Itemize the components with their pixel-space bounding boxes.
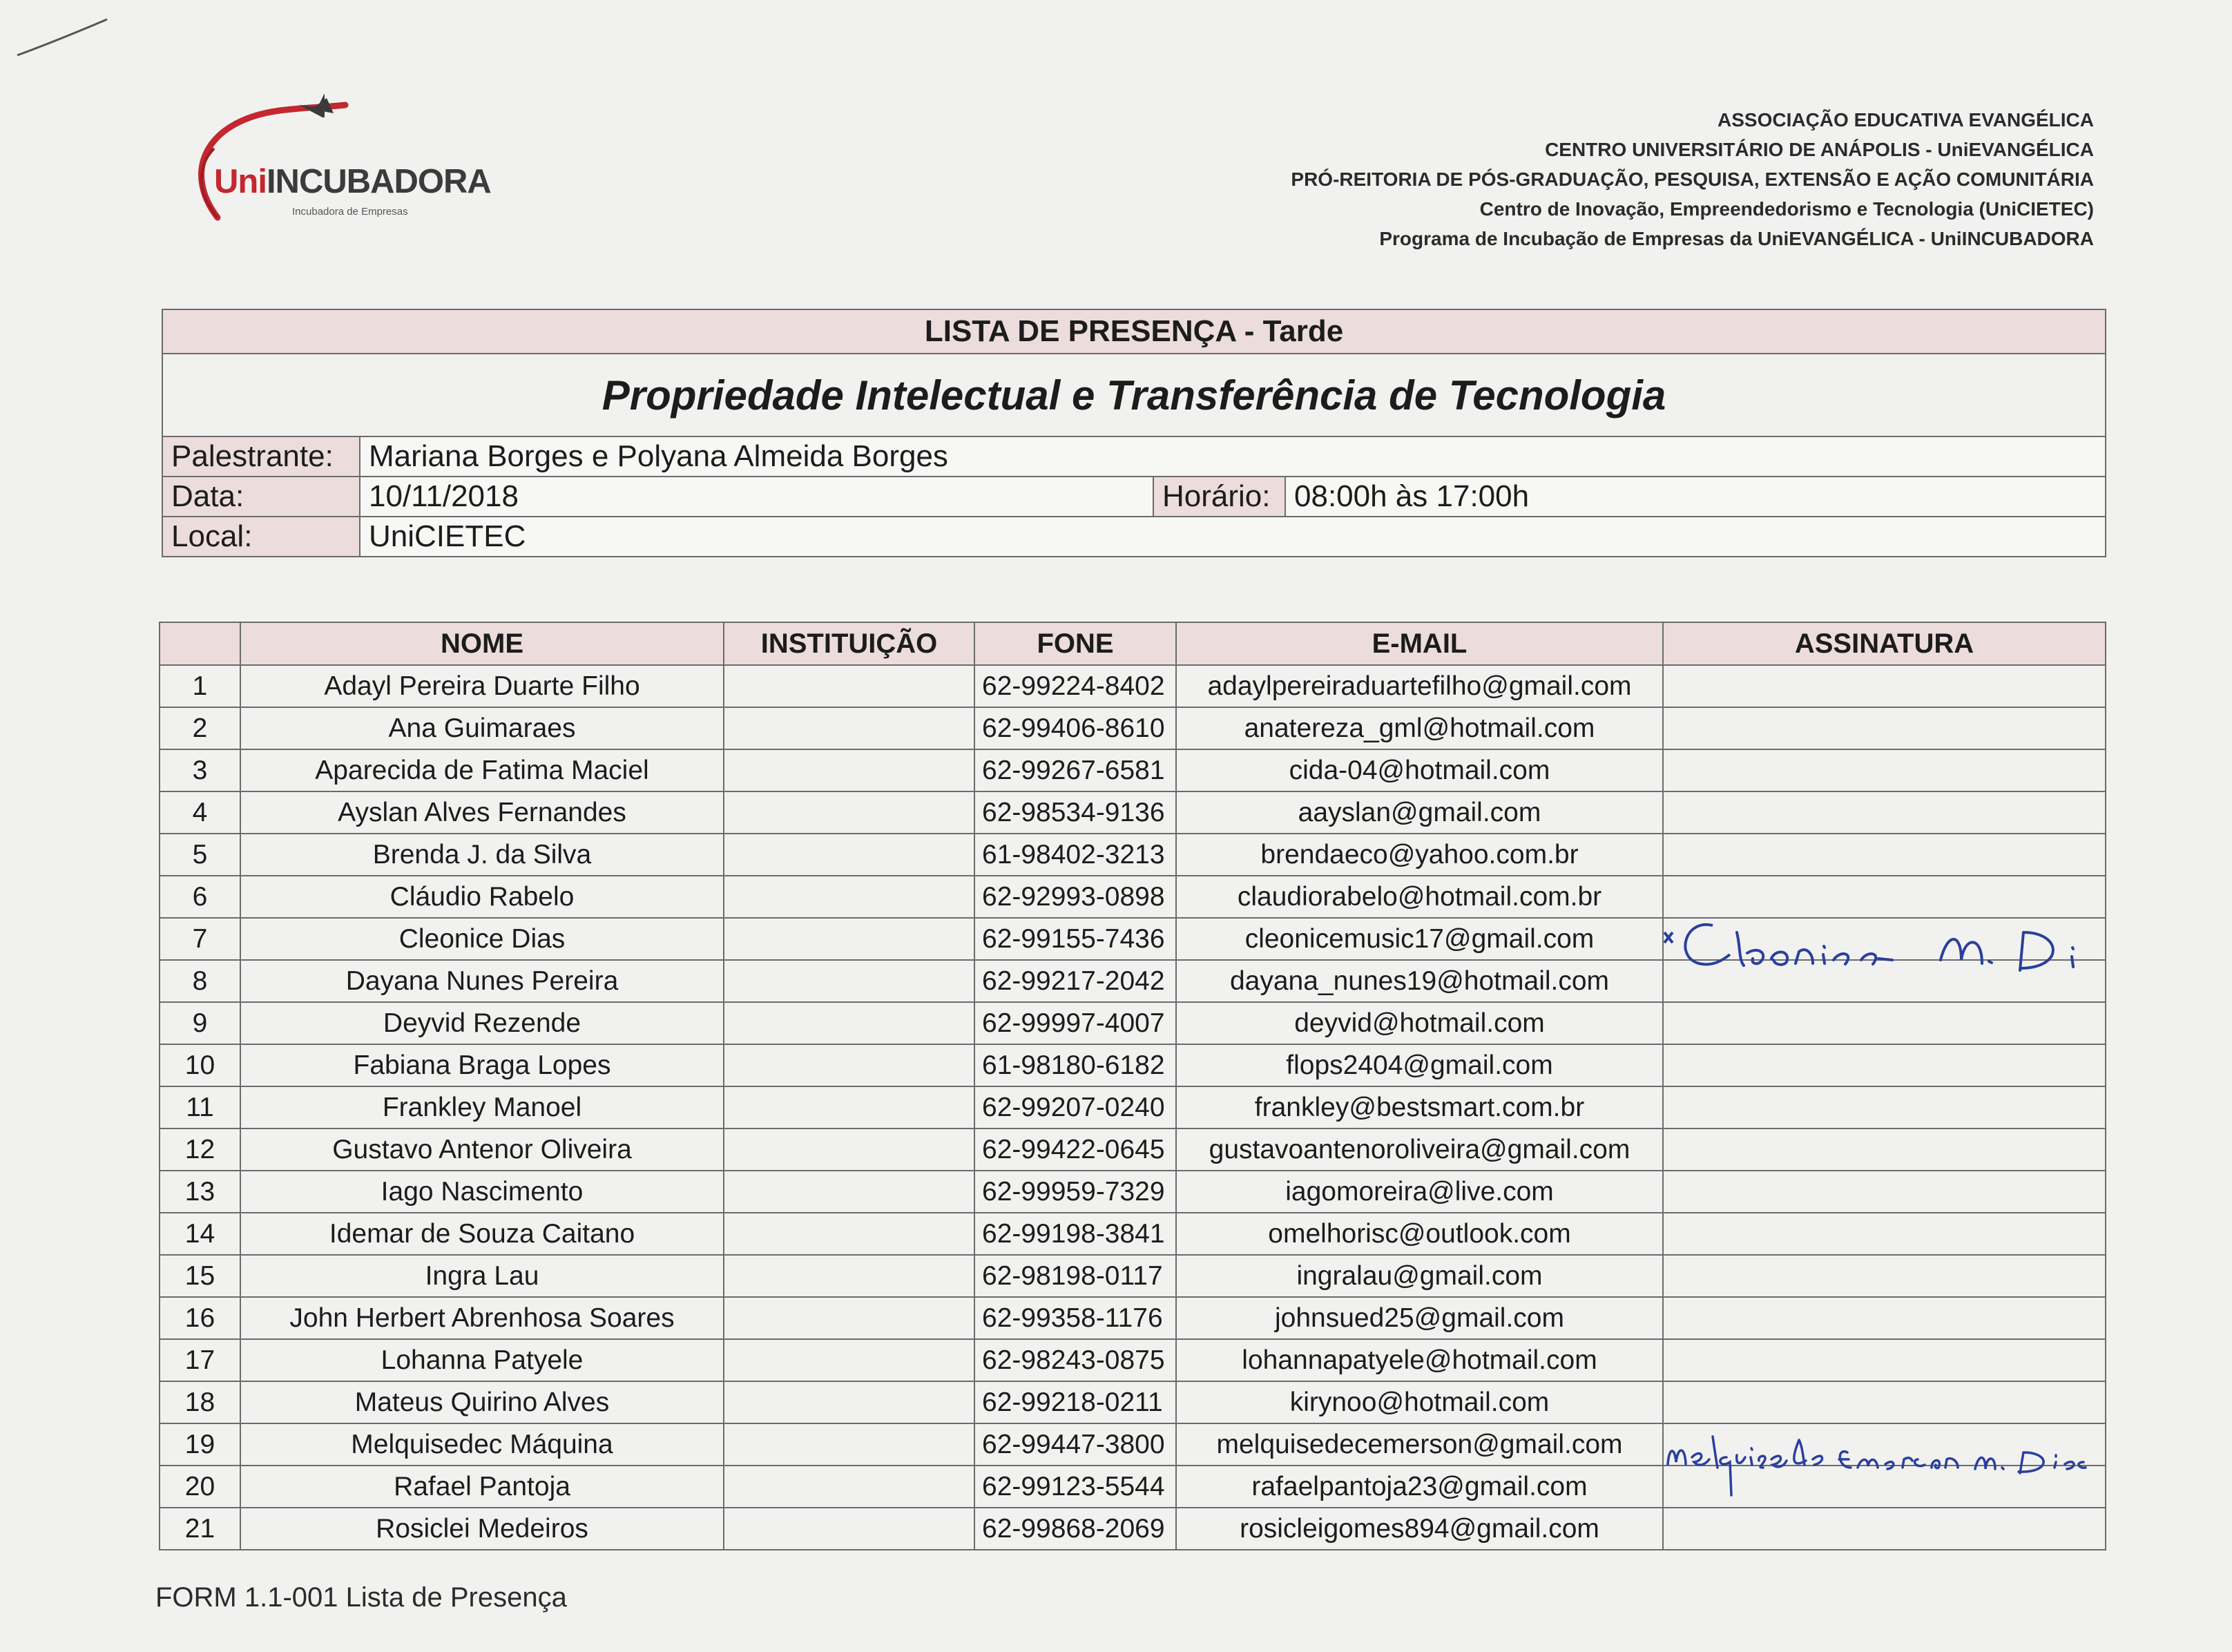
- row-email: rafaelpantoja23@gmail.com: [1176, 1466, 1663, 1508]
- form-footer: FORM 1.1-001 Lista de Presença: [155, 1582, 567, 1613]
- row-instituicao: [724, 1423, 974, 1466]
- table-row: [160, 707, 2106, 749]
- row-instituicao: [724, 876, 974, 918]
- row-assinatura: [1663, 1339, 2106, 1381]
- row-fone: 62-99959-7329: [974, 1171, 1176, 1213]
- row-email: gustavoantenoroliveira@gmail.com: [1176, 1128, 1663, 1171]
- row-instituicao: [724, 1086, 974, 1128]
- row-nome: Gustavo Antenor Oliveira: [240, 1128, 724, 1171]
- row-instituicao: [724, 791, 974, 834]
- row-email: rosicleigomes894@gmail.com: [1176, 1508, 1663, 1550]
- row-number: 13: [160, 1171, 240, 1213]
- row-assinatura: [1663, 749, 2106, 791]
- row-assinatura: [1663, 834, 2106, 876]
- row-fone: 62-92993-0898: [974, 876, 1176, 918]
- row-assinatura: [1663, 791, 2106, 834]
- row-nome: Ana Guimaraes: [240, 707, 724, 749]
- row-email: cleonicemusic17@gmail.com: [1176, 918, 1663, 960]
- row-fone: 62-99207-0240: [974, 1086, 1176, 1128]
- table-row: [160, 1297, 2106, 1339]
- logo-incubadora-text: INCUBADORA: [266, 163, 491, 200]
- row-fone: 62-98243-0875: [974, 1339, 1176, 1381]
- row-email: ingralau@gmail.com: [1176, 1255, 1663, 1297]
- location-label: Local:: [162, 517, 360, 557]
- row-fone: 62-98198-0117: [974, 1255, 1176, 1297]
- row-instituicao: [724, 1466, 974, 1508]
- header-line-4: Centro de Inovação, Empreendedorismo e Tecnologia (UniCIETEC): [1479, 198, 2094, 220]
- row-nome: Melquisedec Máquina: [240, 1423, 724, 1466]
- row-nome: Mateus Quirino Alves: [240, 1381, 724, 1423]
- row-email: claudiorabelo@hotmail.com.br: [1176, 876, 1663, 918]
- header-instituicao: INSTITUIÇÃO: [724, 622, 974, 665]
- row-email: cida-04@hotmail.com: [1176, 749, 1663, 791]
- row-number: 20: [160, 1466, 240, 1508]
- row-nome: Dayana Nunes Pereira: [240, 960, 724, 1002]
- table-row: [160, 665, 2106, 707]
- table-row: [160, 1255, 2106, 1297]
- row-fone: 61-98180-6182: [974, 1044, 1176, 1086]
- attendance-table: [159, 622, 2106, 1550]
- row-fone: 62-99224-8402: [974, 665, 1176, 707]
- row-instituicao: [724, 918, 974, 960]
- row-instituicao: [724, 1255, 974, 1297]
- event-title: Propriedade Intelectual e Transferência de Tecnologia: [162, 354, 2106, 436]
- row-instituicao: [724, 1381, 974, 1423]
- row-fone: 62-99868-2069: [974, 1508, 1176, 1550]
- row-nome: Ingra Lau: [240, 1255, 724, 1297]
- row-number: 5: [160, 834, 240, 876]
- row-email: melquisedecemerson@gmail.com: [1176, 1423, 1663, 1466]
- row-number: 21: [160, 1508, 240, 1550]
- row-number: 4: [160, 791, 240, 834]
- list-heading: LISTA DE PRESENÇA - Tarde: [162, 309, 2106, 354]
- row-number: 17: [160, 1339, 240, 1381]
- row-nome: Adayl Pereira Duarte Filho: [240, 665, 724, 707]
- date-value: 10/11/2018: [360, 477, 1153, 517]
- logo-uni-text: Uni: [214, 163, 267, 200]
- row-number: 12: [160, 1128, 240, 1171]
- table-row: [160, 1086, 2106, 1128]
- row-number: 14: [160, 1213, 240, 1255]
- row-number: 10: [160, 1044, 240, 1086]
- row-email: kirynoo@hotmail.com: [1176, 1381, 1663, 1423]
- row-number: 18: [160, 1381, 240, 1423]
- row-instituicao: [724, 1339, 974, 1381]
- date-label: Data:: [162, 477, 360, 517]
- row-assinatura: [1663, 1297, 2106, 1339]
- row-email: anatereza_gml@hotmail.com: [1176, 707, 1663, 749]
- table-row: [160, 1213, 2106, 1255]
- row-fone: 62-99217-2042: [974, 960, 1176, 1002]
- row-assinatura: [1663, 707, 2106, 749]
- row-instituicao: [724, 1213, 974, 1255]
- header-email: E-MAIL: [1176, 622, 1663, 665]
- location-value: UniCIETEC: [360, 517, 2106, 557]
- row-assinatura: [1663, 1171, 2106, 1213]
- header-line-2: CENTRO UNIVERSITÁRIO DE ANÁPOLIS - UniEVANGÉLICA: [1545, 139, 2094, 160]
- row-instituicao: [724, 960, 974, 1002]
- header-number: [160, 622, 240, 665]
- attendance-rows: [160, 665, 2106, 1550]
- row-fone: 62-99218-0211: [974, 1381, 1176, 1423]
- row-instituicao: [724, 1297, 974, 1339]
- row-assinatura: [1663, 1381, 2106, 1423]
- row-fone: 62-99155-7436: [974, 918, 1176, 960]
- row-assinatura: [1663, 1086, 2106, 1128]
- row-fone: 62-99997-4007: [974, 1002, 1176, 1044]
- table-row: [160, 1044, 2106, 1086]
- table-row: [160, 834, 2106, 876]
- logo-tagline: Incubadora de Empresas: [292, 206, 408, 218]
- logo-wordmark: [214, 162, 491, 201]
- row-nome: Idemar de Souza Caitano: [240, 1213, 724, 1255]
- row-email: dayana_nunes19@hotmail.com: [1176, 960, 1663, 1002]
- header-line-5: Programa de Incubação de Empresas da UniEVANGÉLICA - UniINCUBADORA: [1379, 228, 2094, 249]
- signature-row-7: [1657, 905, 2141, 981]
- row-fone: 61-98402-3213: [974, 834, 1176, 876]
- row-fone: 62-99358-1176: [974, 1297, 1176, 1339]
- table-row: [160, 749, 2106, 791]
- row-number: 7: [160, 918, 240, 960]
- row-email: deyvid@hotmail.com: [1176, 1002, 1663, 1044]
- row-fone: 62-99406-8610: [974, 707, 1176, 749]
- row-assinatura: [1663, 1044, 2106, 1086]
- header-line-3: PRÓ-REITORIA DE PÓS-GRADUAÇÃO, PESQUISA, EXTENSÃO E AÇÃO COMUNITÁRIA: [1291, 169, 2094, 190]
- row-email: aayslan@gmail.com: [1176, 791, 1663, 834]
- row-instituicao: [724, 749, 974, 791]
- row-number: 11: [160, 1086, 240, 1128]
- row-nome: John Herbert Abrenhosa Soares: [240, 1297, 724, 1339]
- row-email: johnsued25@gmail.com: [1176, 1297, 1663, 1339]
- row-fone: 62-99447-3800: [974, 1423, 1176, 1466]
- table-row: [160, 1128, 2106, 1171]
- row-fone: 62-99267-6581: [974, 749, 1176, 791]
- table-row: [160, 1381, 2106, 1423]
- row-nome: Deyvid Rezende: [240, 1002, 724, 1044]
- institution-header: [1291, 105, 2094, 253]
- table-row: [160, 1171, 2106, 1213]
- table-row: [160, 1508, 2106, 1550]
- table-header-row: [160, 622, 2106, 665]
- row-assinatura: [1663, 1128, 2106, 1171]
- row-nome: Ayslan Alves Fernandes: [240, 791, 724, 834]
- row-instituicao: [724, 707, 974, 749]
- row-nome: Cleonice Dias: [240, 918, 724, 960]
- row-nome: Frankley Manoel: [240, 1086, 724, 1128]
- row-number: 16: [160, 1297, 240, 1339]
- speaker-label: Palestrante:: [162, 436, 360, 477]
- row-assinatura: [1663, 1255, 2106, 1297]
- row-email: lohannapatyele@hotmail.com: [1176, 1339, 1663, 1381]
- time-label: Horário:: [1153, 477, 1285, 517]
- uniincubadora-logo: [176, 90, 491, 249]
- header-nome: NOME: [240, 622, 724, 665]
- row-number: 15: [160, 1255, 240, 1297]
- row-instituicao: [724, 1508, 974, 1550]
- row-nome: Fabiana Braga Lopes: [240, 1044, 724, 1086]
- table-row: [160, 791, 2106, 834]
- row-number: 2: [160, 707, 240, 749]
- row-instituicao: [724, 1128, 974, 1171]
- row-number: 3: [160, 749, 240, 791]
- table-row: [160, 1002, 2106, 1044]
- row-number: 9: [160, 1002, 240, 1044]
- table-row: [160, 1339, 2106, 1381]
- row-email: flops2404@gmail.com: [1176, 1044, 1663, 1086]
- row-number: 6: [160, 876, 240, 918]
- row-number: 8: [160, 960, 240, 1002]
- row-assinatura: [1663, 665, 2106, 707]
- row-fone: 62-99123-5544: [974, 1466, 1176, 1508]
- time-value: 08:00h às 17:00h: [1285, 477, 2106, 517]
- speaker-value: Mariana Borges e Polyana Almeida Borges: [360, 436, 2106, 477]
- event-info-table: [162, 309, 2106, 557]
- row-number: 19: [160, 1423, 240, 1466]
- row-nome: Rosiclei Medeiros: [240, 1508, 724, 1550]
- header-line-1: ASSOCIAÇÃO EDUCATIVA EVANGÉLICA: [1718, 109, 2094, 131]
- row-number: 1: [160, 665, 240, 707]
- row-fone: 62-99422-0645: [974, 1128, 1176, 1171]
- row-nome: Aparecida de Fatima Maciel: [240, 749, 724, 791]
- row-instituicao: [724, 834, 974, 876]
- row-instituicao: [724, 665, 974, 707]
- row-instituicao: [724, 1002, 974, 1044]
- row-email: iagomoreira@live.com: [1176, 1171, 1663, 1213]
- row-nome: Rafael Pantoja: [240, 1466, 724, 1508]
- header-fone: FONE: [974, 622, 1176, 665]
- row-nome: Cláudio Rabelo: [240, 876, 724, 918]
- header-assinatura: ASSINATURA: [1663, 622, 2106, 665]
- row-assinatura: [1663, 1213, 2106, 1255]
- row-fone: 62-98534-9136: [974, 791, 1176, 834]
- row-nome: Brenda J. da Silva: [240, 834, 724, 876]
- row-email: omelhorisc@outlook.com: [1176, 1213, 1663, 1255]
- row-assinatura: [1663, 1002, 2106, 1044]
- row-email: frankley@bestsmart.com.br: [1176, 1086, 1663, 1128]
- pen-stroke-mark: [14, 14, 110, 62]
- row-nome: Iago Nascimento: [240, 1171, 724, 1213]
- row-nome: Lohanna Patyele: [240, 1339, 724, 1381]
- row-instituicao: [724, 1044, 974, 1086]
- row-email: adaylpereiraduartefilho@gmail.com: [1176, 665, 1663, 707]
- row-email: brendaeco@yahoo.com.br: [1176, 834, 1663, 876]
- row-instituicao: [724, 1171, 974, 1213]
- signature-row-19: [1661, 1419, 2089, 1499]
- row-fone: 62-99198-3841: [974, 1213, 1176, 1255]
- row-assinatura: [1663, 1508, 2106, 1550]
